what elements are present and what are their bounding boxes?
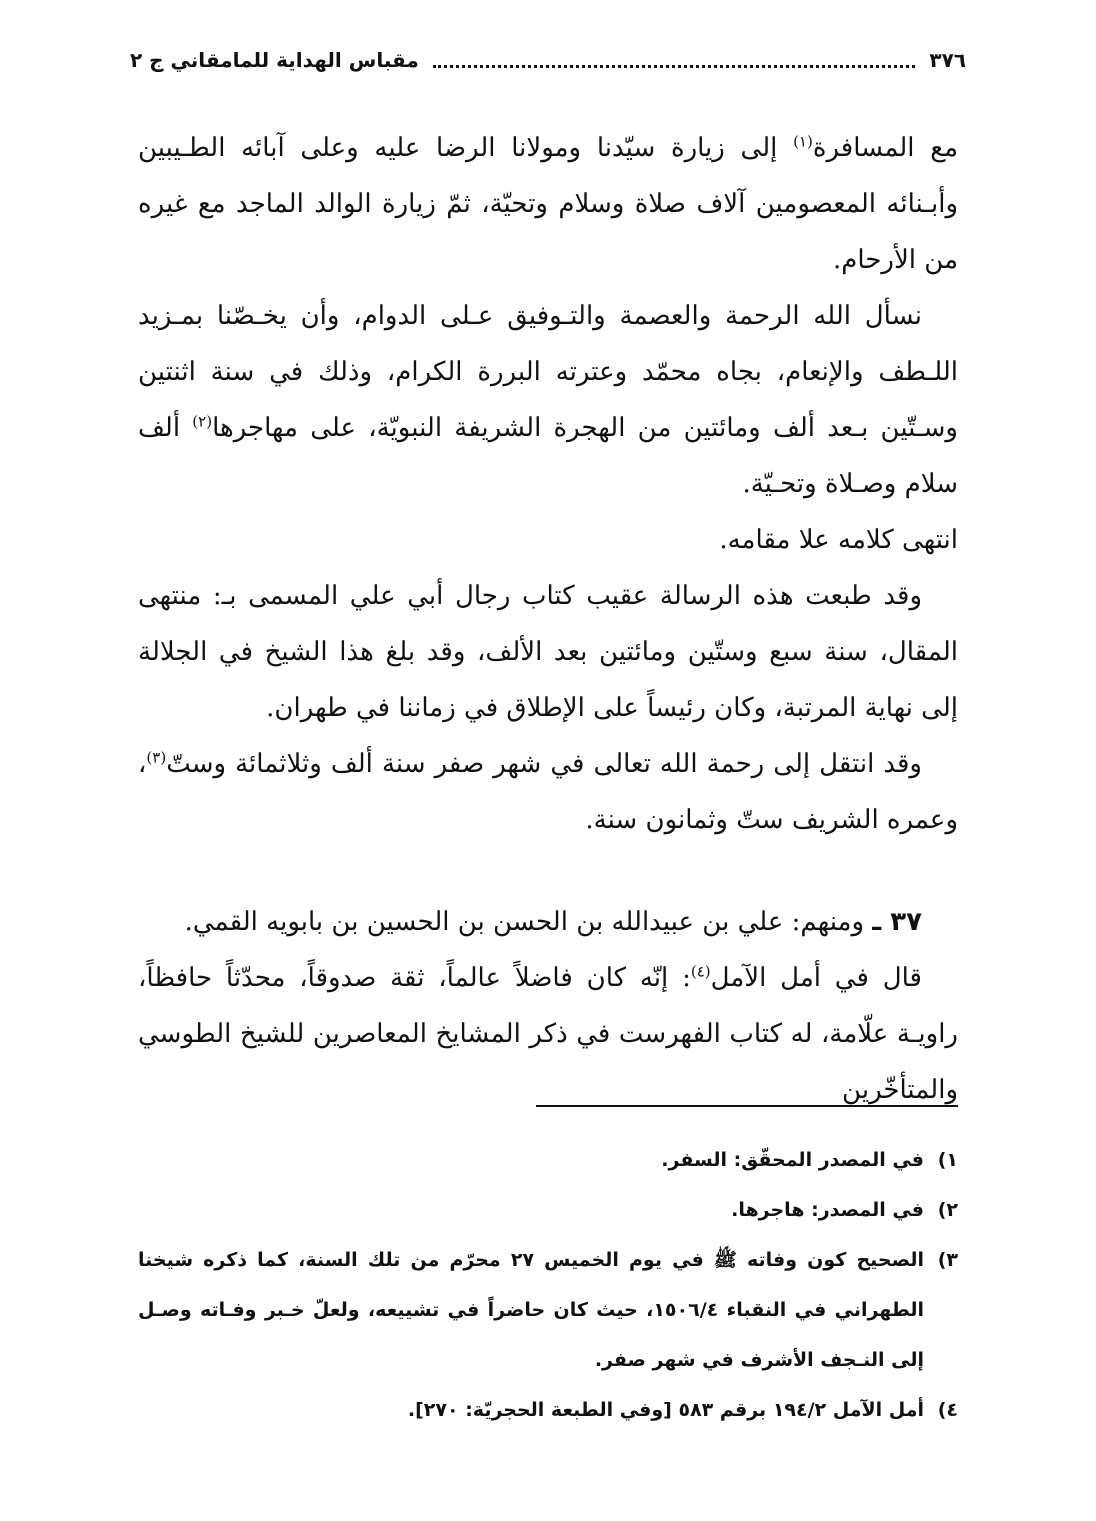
entry-heading	[138, 894, 958, 950]
page-number: ٣٧٦	[929, 48, 966, 72]
paragraph-6	[138, 950, 958, 1118]
entry-text: ومنهم: علي بن عبيدالله بن الحسن بن الحسين بن بابويه القمي.	[184, 907, 873, 937]
paragraph-5-part-2: ، وعمره الشريف ستّ وثمانون سنة.	[138, 749, 958, 835]
running-title: مقباس الهداية للمامقاني ج ٢	[130, 48, 419, 72]
footnote-ref-1[interactable]: (١)	[793, 132, 813, 151]
page-header	[130, 40, 966, 80]
footnote-ref-2[interactable]: (٢)	[192, 412, 213, 431]
entry-number: ٣٧ ـ	[872, 907, 922, 937]
paragraph-2	[138, 288, 958, 512]
header-dotted-leader	[433, 65, 916, 68]
footnote-number: ١)	[937, 1149, 958, 1171]
paragraph-5	[138, 736, 958, 848]
paragraph-6-part-1: قال في أمل الآمل	[710, 963, 922, 993]
footnote-number: ٢)	[937, 1199, 958, 1221]
footnote-separator	[536, 1105, 958, 1107]
footnote-4	[138, 1385, 958, 1435]
footnote-ref-3[interactable]: (٣)	[146, 748, 167, 767]
footnote-2	[138, 1185, 958, 1235]
footnote-ref-4[interactable]: (٤)	[690, 962, 711, 981]
footnote-3	[138, 1235, 958, 1385]
footnote-number: ٣)	[937, 1249, 958, 1271]
main-text	[138, 120, 958, 1118]
footnote-number: ٤)	[937, 1399, 958, 1421]
footnote-1	[138, 1135, 958, 1185]
paragraph-5-part-1: وقد انتقل إلى رحمة الله تعالى في شهر صفر سنة ألف وثلاثمائة وستّ	[166, 749, 922, 779]
paragraph-3: انتهى كلامه علا مقامه.	[719, 525, 958, 555]
footnote-text: في المصدر المحقّق: السفر.	[661, 1149, 924, 1171]
paragraph-4: وقد طبعت هذه الرسالة عقيب كتاب رجال أبي علي المسمى بـ: منتهى المقال، سنة سبع وستّين ومائتين بعد الألف، وقد بلغ هذا الشيخ في الجلالة إلى نهاية المرتبة، وكان رئيساً على الإطلاق في زماننا في طهران.	[138, 581, 958, 723]
footnote-text: في المصدر: هاجرها.	[731, 1199, 924, 1221]
paragraph-1-part-1: مع المسافرة	[812, 133, 958, 163]
paragraph-2-part-1: نسأل الله الرحمة والعصمة والتـوفيق عـلى الدوام، وأن يخـصّنا بمـزيد اللـطف والإنعام، بجاه محمّد وعترته البررة الكرام، وذلك في سنة اثنتين وسـتّين بـعد ألف ومائتين من الهجرة الشريفة النبويّة، على مهاجرها	[138, 301, 958, 443]
paragraph-6-part-2: : إنّه كان فاضلاً عالماً، ثقة صدوقاً، محدّثاً حافظاً، راويـة علّامة، له كتاب الفهرست في ذكر المشايخ المعاصرين للشيخ الطوسي والمتأخّرين	[138, 963, 958, 1105]
paragraph-1-part-2: إلى زيارة سيّدنا ومولانا الرضا عليه وعلى آبائه الطـيبين وأبـنائه المعصومين آلاف صلاة وسلام وتحيّة، ثمّ زيارة الوالد الماجد مع غيره من الأرحام.	[138, 133, 958, 275]
footnotes	[138, 1135, 958, 1435]
footnote-text: الصحيح كون وفاته ﷺ في يوم الخميس ٢٧ محرّم من تلك السنة، كما ذكره شيخنا الطهراني في النقباء ١٥٠٦/٤، حيث كان حاضراً في تشييعه، ولعلّ خـبر وفـاته وصـل إلى النـجف الأشرف في شهر صفر.	[138, 1249, 924, 1371]
paragraph-2-part-2: ألف سلام وصـلاة وتحـيّة.	[138, 413, 958, 499]
paragraph-1	[138, 120, 958, 288]
footnote-text: أمل الآمل ١٩٤/٢ برقم ٥٨٣ [وفي الطبعة الحجريّة: ٢٧٠].	[407, 1399, 924, 1421]
